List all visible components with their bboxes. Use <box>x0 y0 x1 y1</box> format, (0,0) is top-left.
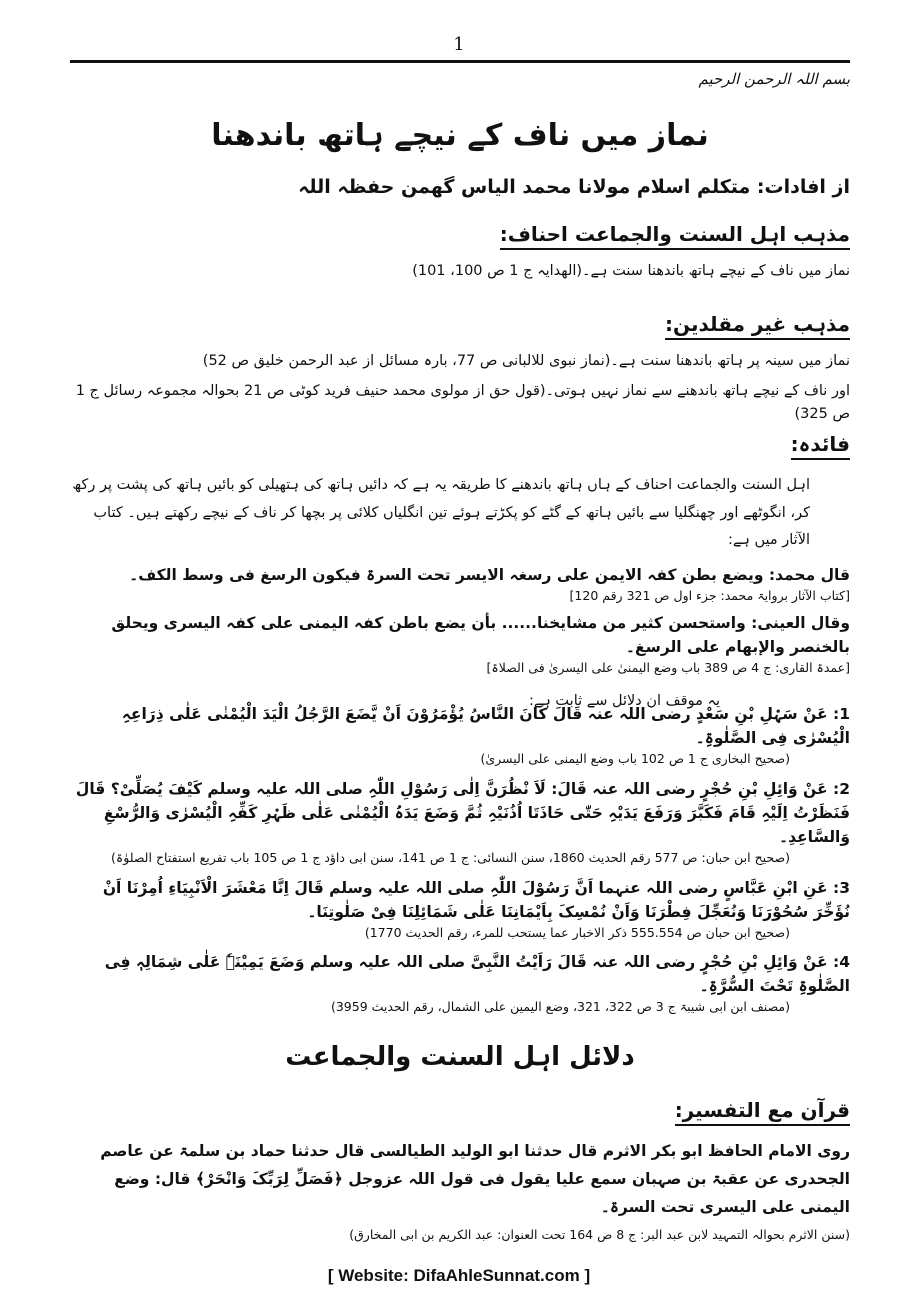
evidence-item <box>70 950 850 1017</box>
evidence-item <box>70 876 850 943</box>
faida-paragraph: اہل السنت والجماعت احناف کے ہاں ہاتھ باندھنے کا طریقہ یہ ہے کہ دائیں ہاتھ کی ہتھیلی کو بائیں ہاتھ کی پشت پر رکھ کر، انگوٹھے اور چھنگلیا سے بائیں ہاتھ کے گٹے کو پکڑتے ہوئے تین انگلیاں کلائی پر بچھا کر ناف کے نیچے رکھتے ہیں۔ کتاب الآثار میں ہے: <box>72 477 810 549</box>
aini-quote: وقال العینی: واستحسن کثیر من مشایخنا...... بأن یضع باطن کفہ الیمنی علی کفہ الیسری ویحلق بالخنصر والإبھام علی الرسغ۔ <box>111 614 850 657</box>
section-quran <box>70 1098 850 1244</box>
hadith-text: 2: عَنْ وَائِلِ بْنِ حُجْرٍ رضی اللہ عنہ قَالَ: لَاَ نْظُرَنَّ اِلٰی رَسُوْلِ اللّٰہِ صلی اللہ علیہ وسلم کَیْفَ یُصَلِّیْ؟ قَالَ فَنَظَرْتُ اِلَیْہِ قَامَ فَکَبَّرَ وَرَفَعَ یَدَیْہِ حَتّٰی حَاذَتَا اُذُنَیْہِ ثُمَّ وَضَعَ یَدَہُ الْیُمْنٰی عَلٰی ظَہْرِ کَفِّہِ الْیُسْرٰی وَالرُّسْغِ وَالسَّاعِدِ۔ <box>75 779 850 846</box>
website-footer: [ Website: DifaAhleSunnat.com ] <box>327 1266 591 1285</box>
ghair-statement-1: نماز میں سینہ پر ہاتھ باندھنا سنت ہے۔(نماز نبوی للالبانی ص 77، بارہ مسائل از عبد الرحمن خلیق ص 52) <box>202 353 850 369</box>
section-ghair-muqallidin <box>70 312 850 425</box>
ghair-statement-2: اور ناف کے نیچے ہاتھ باندھنے سے نماز نہیں ہوتی۔(قول حق از مولوی محمد حنیف فرید کوٹی ص 21 بحوالہ مجموعہ رسائل ج 1 ص 325) <box>75 383 850 422</box>
kitab-al-athar-quote: قال محمد: ویضع بطن کفہ الایمن علی رسغہ الایسر تحت السرۃ فیکون الرسغ فی وسط الکف۔ <box>129 565 850 584</box>
hadith-reference: (صحیح البخاری ج 1 ص 102 باب وضع الیمنی علی الیسریٰ) <box>480 751 790 767</box>
hadith-reference: (صحیح ابن حبان ص 555.554 ذکر الاخبار عما یستحب للمرء، رقم الحدیث 1770) <box>364 924 790 940</box>
hadith-text: 1: عَنْ سَہْلِ بْنِ سَعْدٍ رضی اللہ عنہ قَالَ کَانَ النَّاسُ یُؤْمَرُوْنَ اَنْ یَّضَعَ الرَّجُلُ الْیَدَ الْیُمْنٰی عَلٰی ذِرَاعِہِ الْیُسْرٰی فِی الصَّلٰوۃِ۔ <box>121 705 850 748</box>
aini-ref: [عمدۃ القاری: ج 4 ص 389 باب وضع الیمنیٰ علی الیسریٰ فی الصلاۃ] <box>486 660 850 676</box>
quran-tafsir-text: روی الامام الحافظ ابو بکر الاثرم قال حدثنا ابو الولید الطیالسی قال حدثنا حماد بن سلمۃ عن عاصم الجحدری عن عقبۃ بن صہبان سمع علیا یقول فی قول اللہ عزوجل ﴿فَصَلِّ لِرَبِّکَ وَانْحَرْ﴾ قال: وضع الیمنی علی الیسری تحت السرۃ۔ <box>100 1142 850 1216</box>
section-heading-ghair: مذہب غیر مقلدین: <box>665 312 850 340</box>
hadith-text: 4: عَنْ وَائِلِ بْنِ حُجْرٍ رضی اللہ عنہ قَالَ رَاَیْتُ النَّبِیَّ صلی اللہ علیہ وسلم وَضَعَ یَمِیْنَہٗ عَلٰی شِمَالِہٖ فِی الصَّلٰوۃِ تَحْتَ السُّرَّۃِ۔ <box>104 953 850 996</box>
section-faida <box>70 432 850 713</box>
section-heading-ahnaf: مذہب اہل السنت والجماعت احناف: <box>500 222 850 250</box>
page-number: 1 <box>453 34 465 55</box>
top-divider <box>70 60 850 63</box>
author-byline: از افادات: متکلم اسلام مولانا محمد الیاس گھمن حفظہ اللہ <box>298 176 850 198</box>
ahnaf-statement: نماز میں ناف کے نیچے ہاتھ باندھنا سنت ہے۔(الھدایہ ج 1 ص 100، 101) <box>412 263 850 279</box>
evidence-item <box>70 777 850 868</box>
hadith-text: 3: عَنِ ابْنِ عَبَّاسٍ رضی اللہ عنہما اَنَّ رَسُوْلَ اللّٰہِ صلی اللہ علیہ وسلم قَالَ اِنَّا مَعْشَرَ الْاَنْبِیَاءِ اُمِرْنَا اَنْ نُؤَخِّرَ سُحُوْرَنَا وَنُعَجِّلَ فِطْرَنَا وَاَنْ نُمْسِکَ بِاَیْمَانِنَا عَلٰی شَمَائِلِنَا فِیْ صَلٰوتِنَا۔ <box>102 878 850 921</box>
section-ahnaf <box>70 222 850 282</box>
section-heading-faida: فائدہ: <box>791 432 850 460</box>
evidence-list <box>70 702 850 1017</box>
bismillah: بسم اللہ الرحمن الرحیم <box>698 70 850 88</box>
kitab-al-athar-ref: [کتاب الآثار بروایۃ محمد: جزء اول ص 321 رقم 120] <box>569 587 850 603</box>
quran-tafsir-ref: (سنن الاثرم بحوالہ التمہید لابن عبد البر: ج 8 ص 164 تحت العنوان: عبد الکریم بن ابی المخارق) <box>349 1226 850 1242</box>
page-title: نماز میں ناف کے نیچے ہاتھ باندھنا <box>211 118 709 153</box>
section-heading-quran: قرآن مع التفسیر: <box>675 1098 850 1126</box>
evidence-item <box>70 702 850 769</box>
evidence-intro: یہ موقف ان دلائل سے ثابت ہے: <box>528 693 720 710</box>
dalail-title: دلائل اہل السنت والجماعت <box>285 1042 635 1072</box>
hadith-reference: (صحیح ابن حبان: ص 577 رقم الحدیث 1860، سنن النسائی: ج 1 ص 141، سنن ابی داؤد ج 1 ص 105 باب تفریع استفتاح الصلوٰۃ) <box>111 849 790 865</box>
hadith-reference: (مصنف ابن ابی شیبۃ ج 3 ص 322، 321، وضع الیمین علی الشمال، رقم الحدیث 3959) <box>330 999 790 1015</box>
